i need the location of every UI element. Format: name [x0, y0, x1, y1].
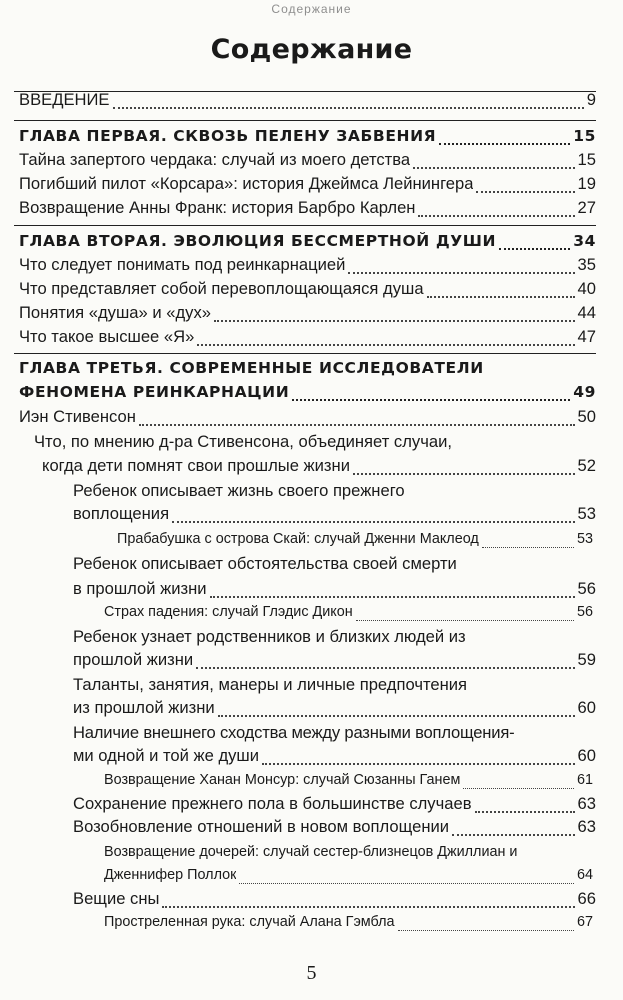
entry-page: 44: [577, 303, 596, 322]
divider: [14, 225, 596, 226]
toc-case-entry[interactable]: [104, 600, 593, 624]
dot-leader: [262, 757, 575, 765]
dot-leader: [292, 393, 570, 401]
entry-page: 34: [573, 232, 596, 250]
entry-page: 50: [577, 407, 596, 426]
toc-entry[interactable]: [73, 792, 596, 816]
entry-page: 15: [573, 127, 596, 145]
entry-title: Что представляет собой перевоплощающаяся душа: [19, 279, 424, 298]
toc-case-entry[interactable]: [117, 527, 593, 551]
toc-chapter-2[interactable]: [19, 229, 596, 253]
toc-entry[interactable]: [19, 405, 596, 429]
entry-title: Возвращение Ханан Монсур: случай Сюзанны Ганем: [104, 772, 461, 788]
dot-leader: [452, 828, 575, 836]
toc-entry-intro[interactable]: [19, 88, 596, 112]
entry-title: ГЛАВА ВТОРАЯ. ЭВОЛЮЦИЯ БЕССМЕРТНОЙ ДУШИ: [19, 232, 497, 250]
entry-page: 60: [577, 746, 596, 765]
toc-chapter-3[interactable]: [19, 380, 596, 404]
entry-title: когда дети помнят свои прошлые жизни: [42, 456, 350, 475]
entry-title: Возобновление отношений в новом воплощении: [73, 817, 450, 836]
toc-case-entry[interactable]: [104, 863, 593, 887]
dot-leader: [463, 782, 574, 789]
entry-title: Возвращение Анны Франк: история Барбро Карлен: [19, 198, 416, 217]
toc-case-entry[interactable]: [104, 910, 593, 934]
dot-leader: [427, 290, 575, 298]
dot-leader: [476, 185, 574, 193]
entry-page: 64: [576, 867, 593, 883]
entry-page: 67: [576, 914, 593, 930]
dot-leader: [197, 338, 574, 346]
entry-title: Иэн Стивенсон: [19, 407, 136, 426]
entry-title: Страх падения: случай Глэдис Дикон: [104, 604, 353, 620]
dot-leader: [439, 137, 570, 145]
toc-entry[interactable]: [42, 454, 596, 478]
toc-entry[interactable]: [19, 277, 596, 301]
entry-title: ГЛАВА ПЕРВАЯ. СКВОЗЬ ПЕЛЕНУ ЗАБВЕНИЯ: [19, 127, 437, 145]
toc-entry[interactable]: [73, 887, 596, 911]
dot-leader: [172, 515, 574, 523]
dot-leader: [210, 590, 575, 598]
dot-leader: [353, 467, 575, 475]
entry-page: 35: [577, 255, 596, 274]
toc-case-entry[interactable]: [104, 768, 593, 792]
entry-page: 63: [577, 794, 596, 813]
entry-page: 9: [586, 90, 596, 109]
toc-chapter-1[interactable]: [19, 124, 596, 148]
entry-page: 19: [577, 174, 596, 193]
dot-leader: [139, 418, 575, 426]
entry-page: 47: [577, 327, 596, 346]
toc-entry-line1: Ребенок описывает обстоятельства своей смерти: [73, 554, 457, 573]
divider: [14, 120, 596, 121]
toc-entry-line1: Наличие внешнего сходства между разными воплощения-: [73, 723, 515, 742]
entry-title: Что такое высшее «Я»: [19, 327, 195, 346]
dot-leader: [113, 101, 584, 109]
dot-leader: [499, 242, 570, 250]
entry-page: 53: [577, 504, 596, 523]
entry-title: в прошлой жизни: [73, 579, 207, 598]
entry-title: Погибший пилот «Корсара»: история Джеймса Лейнингера: [19, 174, 474, 193]
dot-leader: [239, 877, 574, 884]
entry-title: Вещие сны: [73, 889, 160, 908]
entry-title: Дженнифер Поллок: [104, 867, 237, 883]
entry-title: Прабабушка с острова Скай: случай Дженни Маклеод: [117, 531, 479, 547]
toc-entry[interactable]: [73, 696, 596, 720]
entry-title: Что следует понимать под реинкарнацией: [19, 255, 346, 274]
toc-chapter-3-line1: ГЛАВА ТРЕТЬЯ. СОВРЕМЕННЫЕ ИССЛЕДОВАТЕЛИ: [19, 359, 484, 377]
entry-page: 59: [577, 650, 596, 669]
dot-leader: [398, 924, 574, 931]
entry-page: 27: [577, 198, 596, 217]
toc-entry[interactable]: [73, 648, 596, 672]
page-number: 5: [306, 962, 317, 984]
toc-entry[interactable]: [19, 253, 596, 277]
toc-entry[interactable]: [73, 502, 596, 526]
entry-title: ВВЕДЕНИЕ: [19, 90, 110, 109]
entry-page: 63: [577, 817, 596, 836]
entry-page: 61: [576, 772, 593, 788]
entry-page: 40: [577, 279, 596, 298]
toc-entry[interactable]: [73, 577, 596, 601]
dot-leader: [356, 614, 574, 621]
entry-page: 60: [577, 698, 596, 717]
entry-title: Простреленная рука: случай Алана Гэмбла: [104, 914, 395, 930]
divider: [14, 353, 596, 354]
dot-leader: [482, 541, 574, 548]
toc-case-line1: Возвращение дочерей: случай сестер-близнецов Джиллиан и: [104, 844, 518, 860]
dot-leader: [475, 805, 575, 813]
toc-entry[interactable]: [73, 744, 596, 768]
dot-leader: [348, 266, 574, 274]
toc-entry-line1: Ребенок узнает родственников и близких людей из: [73, 627, 466, 646]
entry-page: 53: [576, 531, 593, 547]
entry-title: воплощения: [73, 504, 170, 523]
entry-page: 49: [573, 383, 596, 401]
toc-entry-line1: Ребенок описывает жизнь своего прежнего: [73, 481, 405, 500]
toc-entry[interactable]: [19, 148, 596, 172]
entry-title: ФЕНОМЕНА РЕИНКАРНАЦИИ: [19, 383, 290, 401]
dot-leader: [413, 161, 574, 169]
entry-title: из прошлой жизни: [73, 698, 215, 717]
dot-leader: [162, 900, 574, 908]
entry-page: 52: [577, 456, 596, 475]
toc-entry-line1: Таланты, занятия, манеры и личные предпочтения: [73, 675, 468, 694]
page-title: Содержание: [210, 34, 413, 65]
entry-page: 56: [577, 579, 596, 598]
toc-entry-line1: Что, по мнению д-ра Стивенсона, объединяет случаи,: [34, 432, 452, 451]
entry-page: 66: [577, 889, 596, 908]
toc-entry[interactable]: [19, 196, 596, 220]
toc-entry[interactable]: [73, 815, 596, 839]
entry-title: прошлой жизни: [73, 650, 194, 669]
dot-leader: [196, 661, 574, 669]
entry-title: ми одной и той же души: [73, 746, 260, 765]
entry-title: Понятия «душа» и «дух»: [19, 303, 211, 322]
toc-entry[interactable]: [19, 325, 596, 349]
running-header: Содержание: [271, 2, 352, 16]
entry-page: 56: [576, 604, 593, 620]
entry-page: 15: [577, 150, 596, 169]
entry-title: Сохранение прежнего пола в большинстве случаев: [73, 794, 472, 813]
toc-entry[interactable]: [19, 301, 596, 325]
dot-leader: [214, 314, 575, 322]
dot-leader: [418, 209, 574, 217]
entry-title: Тайна запертого чердака: случай из моего детства: [19, 150, 411, 169]
dot-leader: [218, 709, 575, 717]
toc-entry[interactable]: [19, 172, 596, 196]
